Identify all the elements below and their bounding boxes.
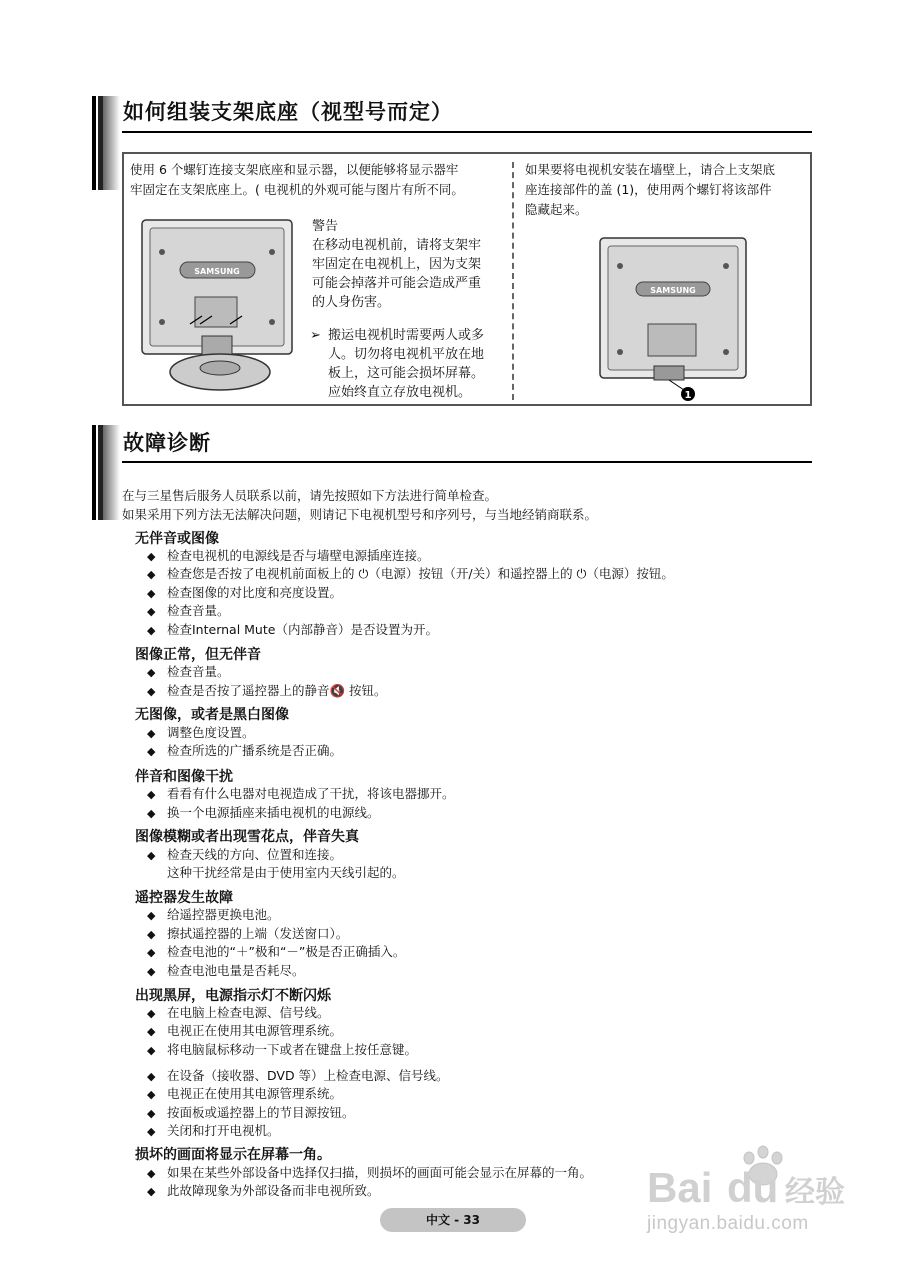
list-item: ◆ 检查电池的“＋”极和“－”极是否正确插入。 (147, 943, 405, 962)
wall-mount-instructions (525, 160, 775, 220)
svg-text:1: 1 (684, 390, 692, 401)
bullet-icon: ◆ (147, 745, 156, 758)
list-item: ◆ 检查电池电量是否耗尽。 (147, 962, 305, 981)
tv-wall-illustration (596, 234, 752, 404)
warning-title: 警告 (312, 219, 339, 234)
section-rule (122, 131, 812, 133)
warning-line: 可能会掉落并可能会造成严重 (312, 276, 482, 291)
bullet-icon: ◆ (147, 1167, 156, 1180)
box-divider (512, 162, 514, 400)
list-item: ◆ 将电脑鼠标移动一下或者在键盘上按任意键。 (147, 1041, 417, 1060)
bullet-icon: ◆ (147, 807, 156, 820)
wall-mount-line: 座连接部件的盖 (1)，使用两个螺钉将该部件 (525, 182, 772, 197)
list-item: ◆ 检查图像的对比度和亮度设置。 (147, 584, 342, 603)
assembly-line: 牢固定在支架底座上。( 电视机的外观可能与图片有所不同。 (130, 182, 464, 197)
note-line: 搬运电视机时需要两人或多 (328, 328, 485, 343)
note-block (310, 326, 510, 402)
bullet-icon: ◆ (147, 568, 156, 581)
bullet-icon: ◆ (147, 624, 156, 637)
section-bar-graphic (92, 96, 120, 190)
watermark-du: du (727, 1164, 779, 1211)
list-item: ◆ 检查电视机的电源线是否与墙壁电源插座连接。 (147, 547, 430, 566)
bullet-icon: ◆ (147, 1185, 156, 1198)
list-item-continuation: 这种干扰经常是由于使用室内天线引起的。 (167, 865, 405, 880)
assembly-instructions (130, 160, 464, 200)
bullet-icon: ◆ (147, 1025, 156, 1038)
bullet-icon: ◆ (147, 1088, 156, 1101)
note-line: 板上，这可能会损坏屏幕。 (328, 366, 485, 381)
bullet-icon: ◆ (147, 666, 156, 679)
bullet-icon: ◆ (147, 928, 156, 941)
list-item: ◆ 检查音量。 (147, 663, 230, 682)
list-item: ◆ 调整色度设置。 (147, 724, 255, 743)
category-title: 遥控器发生故障 (135, 890, 233, 906)
warning-line: 的人身伤害。 (312, 295, 391, 310)
category-title: 损坏的画面将显示在屏幕一角。 (135, 1147, 331, 1163)
warning-line: 在移动电视机前，请将支架牢 (312, 238, 482, 253)
list-item: ◆ 给遥控器更换电池。 (147, 906, 280, 925)
list-item: ◆ 检查您是否按了电视机前面板上的 ⏻（电源）按钮（开/关）和遥控器上的 ⏻（电源）按钮。 (147, 565, 674, 584)
list-item: ◆ 检查音量。 (147, 602, 230, 621)
list-item: ◆ 关闭和打开电视机。 (147, 1122, 280, 1141)
section-title-assembly: 如何组装支架底座（视型号而定） (123, 100, 453, 124)
bullet-icon: ◆ (147, 1107, 156, 1120)
warning-block (312, 217, 481, 312)
watermark-bai: Bai (647, 1164, 713, 1211)
bullet-icon: ◆ (147, 587, 156, 600)
page-number-badge: 中文 - 33 (380, 1208, 526, 1232)
watermark-url: jingyan.baidu.com (647, 1213, 809, 1234)
list-item: ◆ 此故障现象为外部设备而非电视所致。 (147, 1182, 380, 1201)
bullet-icon: ◆ (147, 550, 156, 563)
category-title: 图像模糊或者出现雪花点，伴音失真 (135, 829, 359, 845)
tv-brand-label: SAMSUNG (194, 267, 240, 276)
list-item: ◆ 擦拭遥控器的上端（发送窗口）。 (147, 925, 348, 944)
intro-line: 在与三星售后服务人员联系以前，请先按照如下方法进行简单检查。 (122, 488, 498, 503)
section-title-troubleshooting: 故障诊断 (123, 431, 211, 455)
bullet-icon: ◆ (147, 605, 156, 618)
bullet-icon: ◆ (147, 1125, 156, 1138)
list-item: ◆ 在电脑上检查电源、信号线。 (147, 1004, 330, 1023)
bullet-icon: ◆ (147, 727, 156, 740)
tv-stand-illustration (140, 212, 298, 398)
section-rule (122, 461, 812, 463)
wall-mount-line: 隐藏起来。 (525, 202, 588, 217)
list-item: ◆ 检查天线的方向、位置和连接。 (147, 846, 342, 865)
bullet-icon: ◆ (147, 849, 156, 862)
assembly-line: 使用 6 个螺钉连接支架底座和显示器，以便能够将显示器牢 (130, 162, 459, 177)
bullet-icon: ◆ (147, 909, 156, 922)
list-item: ◆ 在设备（接收器、DVD 等）上检查电源、信号线。 (147, 1067, 449, 1086)
category-title: 伴音和图像干扰 (135, 769, 233, 785)
warning-line: 牢固定在电视机上，因为支架 (312, 257, 482, 272)
category-title: 图像正常，但无伴音 (135, 647, 261, 663)
section-bar-graphic (92, 425, 120, 520)
bullet-icon: ◆ (147, 965, 156, 978)
note-line: 应始终直立存放电视机。 (328, 385, 472, 400)
wall-mount-line: 如果要将电视机安装在墙壁上，请合上支架底 (525, 162, 776, 177)
watermark-cn: 经验 (785, 1175, 845, 1210)
bullet-icon: ◆ (147, 1007, 156, 1020)
list-item: ◆ 换一个电源插座来插电视机的电源线。 (147, 804, 380, 823)
category-title: 出现黑屏，电源指示灯不断闪烁 (135, 988, 331, 1004)
bullet-icon: ◆ (147, 1070, 156, 1083)
list-item: ◆ 检查是否按了遥控器上的静音🔇 按钮。 (147, 682, 387, 701)
intro-line: 如果采用下列方法无法解决问题，则请记下电视机型号和序列号，与当地经销商联系。 (122, 507, 598, 522)
list-item: ◆ 检查Internal Mute（内部静音）是否设置为开。 (147, 621, 438, 640)
note-arrow-icon: ➢ (310, 328, 321, 343)
list-item: ◆ 如果在某些外部设备中选择仅扫描，则损坏的画面可能会显示在屏幕的一角。 (147, 1164, 592, 1183)
note-line: 人。切勿将电视机平放在地 (328, 347, 485, 362)
troubleshoot-intro (122, 486, 597, 524)
category-title: 无伴音或图像 (135, 531, 219, 547)
list-item: ◆ 电视正在使用其电源管理系统。 (147, 1085, 342, 1104)
category-title: 无图像，或者是黑白图像 (135, 707, 289, 723)
list-item: ◆ 看看有什么电器对电视造成了干扰，将该电器挪开。 (147, 785, 455, 804)
bullet-icon: ◆ (147, 788, 156, 801)
bullet-icon: ◆ (147, 1044, 156, 1057)
list-item: ◆ 按面板或遥控器上的节目源按钮。 (147, 1104, 355, 1123)
tv-brand-label: SAMSUNG (650, 286, 696, 295)
bullet-icon: ◆ (147, 685, 156, 698)
list-item: ◆ 电视正在使用其电源管理系统。 (147, 1022, 342, 1041)
list-item: ◆ 检查所选的广播系统是否正确。 (147, 742, 342, 761)
bullet-icon: ◆ (147, 946, 156, 959)
